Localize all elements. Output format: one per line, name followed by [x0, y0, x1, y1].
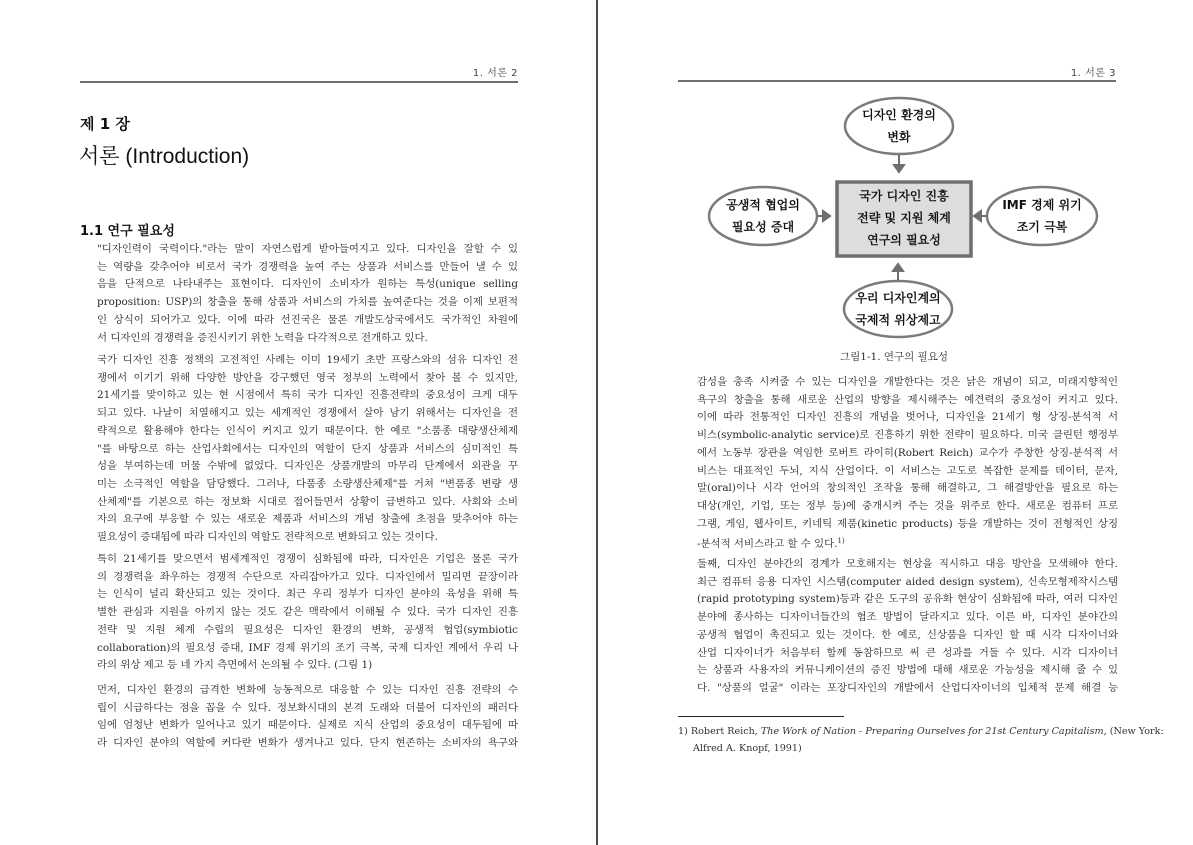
top-line: 변화 [887, 130, 911, 144]
text-line: 대상(개인, 기업, 또는 정부 등)에 중개시켜 주는 것을 위주로 한다. 새로운 컴퓨터 프로 [697, 499, 1118, 512]
bottom-ellipse-label [840, 287, 956, 331]
text-line: 에서 노동부 장관을 역임한 로버트 라이히(Robert Reich) 교수가 주창한 상징-분석적 서 [697, 446, 1118, 459]
text-line: 의 경쟁력을 좌우하는 경쟁적 수단으로 자리잡아가고 있다. 디자인에서 밀리면 끝장이라 [97, 570, 518, 583]
text-line: proposition: USP)의 창출을 통해 상품과 서비스의 가치를 높여준다는 것을 이제 보편적 [97, 296, 518, 309]
text-line: 성을 부여하는데 머물 수밖에 없었다. 디자인은 상품개발의 마무리 단계에서 외관을 꾸 [97, 460, 518, 473]
center-line: 전략 및 지원 체계 [857, 211, 951, 225]
text-line: 최근 컴퓨터 응용 디자인 시스템(computer aided design system), 신속모형제작시스템 [697, 575, 1118, 588]
bottom-line: 국제적 위상제고 [855, 313, 941, 327]
left-line: 공생적 협업의 [726, 198, 800, 212]
header-rule [80, 81, 518, 83]
text-line: 그램, 게임, 웹사이트, 키네틱 제품(kinetic products) 등을 개발하는 것이 전형적인 상징 [697, 517, 1118, 530]
footnote-line-1 [678, 723, 1164, 740]
top-line: 디자인 환경의 [862, 108, 936, 122]
arrow-up-icon [893, 264, 903, 271]
footnote-rule [678, 716, 844, 717]
text-line: 별한 관심과 지원을 아끼지 않는 것도 같은 맥락에서 이해될 수 있다. 국가 디자인 진흥 [97, 606, 518, 619]
text-line: 자의 요구에 부응할 수 있는 새로운 제품과 서비스의 개념 창출에 초점을 맞추어야 하는 [97, 513, 518, 526]
text-line: 공생적 협업이 촉진되고 있는 것이다. 한 예로, 신상품을 디자인 할 때 시각 디자이너와 [697, 628, 1118, 641]
right-line: 조기 극복 [1016, 220, 1068, 234]
arrow-down-icon [894, 165, 904, 172]
text-line: 분야에 종사하는 디자이너들간의 협조 방법이 달라지고 있다. 이른 바, 디자인 분야간의 [697, 611, 1118, 624]
left-line: 필요성 증대 [731, 220, 795, 234]
right-page [598, 0, 1193, 845]
text-line: 필요성이 증대됨에 따라 디자인의 역할도 전략적으로 변화되고 있는 것이다. [97, 531, 438, 544]
text-line: -분석적 서비스라고 할 수 있다.$^{1)}$ [697, 537, 845, 551]
bottom-line: 우리 디자인계의 [855, 291, 941, 305]
text-line: 음을 단적으로 나타내주는 표현이다. 디자인이 소비자가 원하는 특성(unique selling [97, 278, 518, 291]
footnote-reference[interactable]: 1) [837, 537, 845, 546]
text-line: 쟁에서 이기기 위해 다양한 방안을 강구했던 영국 정부의 노력에서 찾아 볼 수 있지만, [97, 371, 518, 384]
body-paragraph [97, 551, 518, 675]
text-line: 비스(symbolic-analytic service)로 진흥하기 위한 전략이 필요하다. 미국 클린턴 행정부 [697, 429, 1118, 442]
text-line: 산업 디자이너가 처음부터 함께 동참하므로 써 큰 성과를 거둘 수 있다. 시각 디자이너 [697, 646, 1118, 659]
figure-caption: 그림1-1. 연구의 필요성 [840, 351, 949, 363]
text-line: "를 바탕으로 하는 산업사회에서는 디자인의 역할이 단지 상품과 서비스의 심미적인 특 [97, 442, 518, 455]
center-line: 연구의 필요성 [867, 233, 941, 247]
text-line: 말(oral)이나 시각 언어의 창의적인 조작을 통해 해결하고, 그 해결방안을 필요로 하는 [697, 482, 1118, 495]
body-paragraph [97, 352, 518, 547]
left-page [0, 0, 596, 845]
text-line: 감성을 충족 시켜줄 수 있는 디자인을 개발한다는 것은 낡은 개념이 되고, 미래지향적인 [697, 376, 1118, 388]
text-line: 비스는 대표적인 두뇌, 지식 산업이다. 이 서비스는 고도로 복잡한 문제를 데이터, 문자, [697, 464, 1118, 477]
text-line: 욕구의 창출을 통해 새로운 산업의 방향을 제시해주는 예견력의 중요성이 커지고 있다. [697, 393, 1118, 406]
text-line: 라의 위상 제고 등 네 가지 측면에서 논의될 수 있다. (그림 1) [97, 659, 373, 672]
text-line: 는 인식이 널리 확산되고 있는 것이다. 최근 우리 정부가 디자인 분야의 육성을 위해 특 [97, 588, 518, 601]
center-line: 국가 디자인 진흥 [859, 189, 949, 203]
left-ellipse-label [710, 194, 816, 238]
footnote-marker: 1) [678, 726, 688, 737]
top-ellipse-label [846, 104, 952, 148]
text-line: 립이 시급하다는 점을 꼽을 수 있다. 정보화시대의 본격 도래와 더불어 디자인의 패러다 [97, 701, 518, 714]
center-box-label [839, 185, 969, 251]
text-line: 미는 소극적인 역할을 담당했다. 그러나, 다품종 소량생산체제"를 거쳐 "변품종 변량 생 [97, 477, 518, 490]
text-line: 21세기를 맞이하고 있는 현 시점에서 특히 국가 디자인 진흥전략의 중요성이 크게 대두 [97, 389, 518, 402]
text-line: 되고 있다. 나날이 치열해지고 있는 세계적인 경쟁에서 살아 남기 위해서는 디자인을 전 [97, 407, 518, 420]
text-line: 전략 및 지원 체계 수립의 필요성은 디자인 환경의 변화, 공생적 협업(symbiotic [97, 623, 518, 636]
footnote-title: The Work of Nation - Preparing Ourselves for 21st Century Capitalism, [760, 726, 1107, 737]
section-title: 1.1 연구 필요성 [80, 224, 175, 239]
running-head: 1. 서론 3 [1070, 68, 1116, 79]
text-line: 략적으로 활용해야 한다는 인식이 커지고 있기 때문이다. 한 예로 "소품종 대량생산체제 [97, 424, 518, 437]
text-line: (rapid prototyping system)등과 같은 도구의 공유화 현상이 심화됨에 따라, 여러 디자인 [697, 593, 1118, 606]
text-line: 는 상품과 사용자의 커뮤니케이션의 증진 방법에 대해 새로운 가능성을 제시해 줄 수 있 [697, 664, 1118, 677]
footnote-publisher: (New York: [1109, 726, 1164, 737]
footnote-line-2: Alfred A. Knopf, 1991) [693, 743, 802, 754]
text-line: 산체제"를 기본으로 하는 정보화 시대로 접어들면서 상황이 급변하고 있다. 사회와 소비 [97, 495, 518, 508]
text-line: 서 디자인의 경쟁력을 증진시키기 위한 노력을 다각적으로 전개하고 있다. [97, 331, 428, 344]
body-paragraph [697, 374, 1118, 554]
text-line: "디자인력이 국력이다."라는 말이 자연스럽게 받아들여지고 있다. 디자인을 잘할 수 있 [97, 243, 518, 255]
arrow-right-icon [823, 211, 830, 221]
body-paragraph [697, 556, 1118, 698]
arrow-left-icon [974, 211, 981, 221]
text-line: 라 디자인 분야의 역할에 커다란 변화가 생겨나고 있다. 단지 현존하는 소비자의 욕구와 [97, 737, 518, 750]
right-line: IMF 경제 위기 [1002, 198, 1082, 212]
body-paragraph [97, 241, 518, 347]
text-line: 다. "상품의 얼굴" 이라는 포장디자인의 개발에서 산업디자이너의 입체적 문제 해결 능 [697, 681, 1118, 694]
figure-diagram [598, 0, 1193, 363]
text-line: 특히 21세기를 맞으면서 범세계적인 경쟁이 심화됨에 따라, 디자인은 기업은 물론 국가 [97, 553, 518, 565]
text-line: 임에 엄청난 변화가 일어나고 있기 때문이다. 실제로 지식 산업의 중요성이 대두됨에 따 [97, 719, 518, 732]
body-paragraph [97, 682, 518, 753]
right-ellipse-label [989, 194, 1095, 238]
text-line: 인 상식이 되어가고 있다. 이에 따라 선진국은 물론 개발도상국에서도 국가적인 차원에 [97, 313, 518, 326]
chapter-title: 서론 (Introduction) [79, 145, 250, 168]
chapter-number: 제 1 장 [80, 115, 130, 133]
text-line: 둘째, 디자인 분야간의 경계가 모호해지는 현상을 직시하고 대응 방안을 모색해야 한다. [697, 558, 1118, 570]
footnote-author: Robert Reich, [690, 726, 758, 737]
footnote [678, 723, 1164, 757]
text-line: 이에 따라 전통적인 디자인 진흥의 개념을 벗어나, 디자인을 21세기 형 상징-분석적 서 [697, 411, 1118, 424]
text-line: 먼저, 디자인 환경의 급격한 변화에 능동적으로 대응할 수 있는 디자인 진흥 전략의 수 [97, 684, 518, 696]
running-head: 1. 서론 2 [472, 68, 518, 79]
text-line: 국가 디자인 진흥 정책의 고전적인 사례는 이미 19세기 초반 프랑스와의 섬유 디자인 전 [97, 354, 518, 366]
text-line: collaboration)의 필요성 증대, IMF 경제 위기의 조기 극복, 국제 디자인 계에서 우리 나 [97, 641, 518, 654]
text-line: 는 역량을 갖추어야 비로서 국가 경쟁력을 높여 주는 상품과 서비스를 만들어 낼 수 있 [97, 260, 518, 273]
